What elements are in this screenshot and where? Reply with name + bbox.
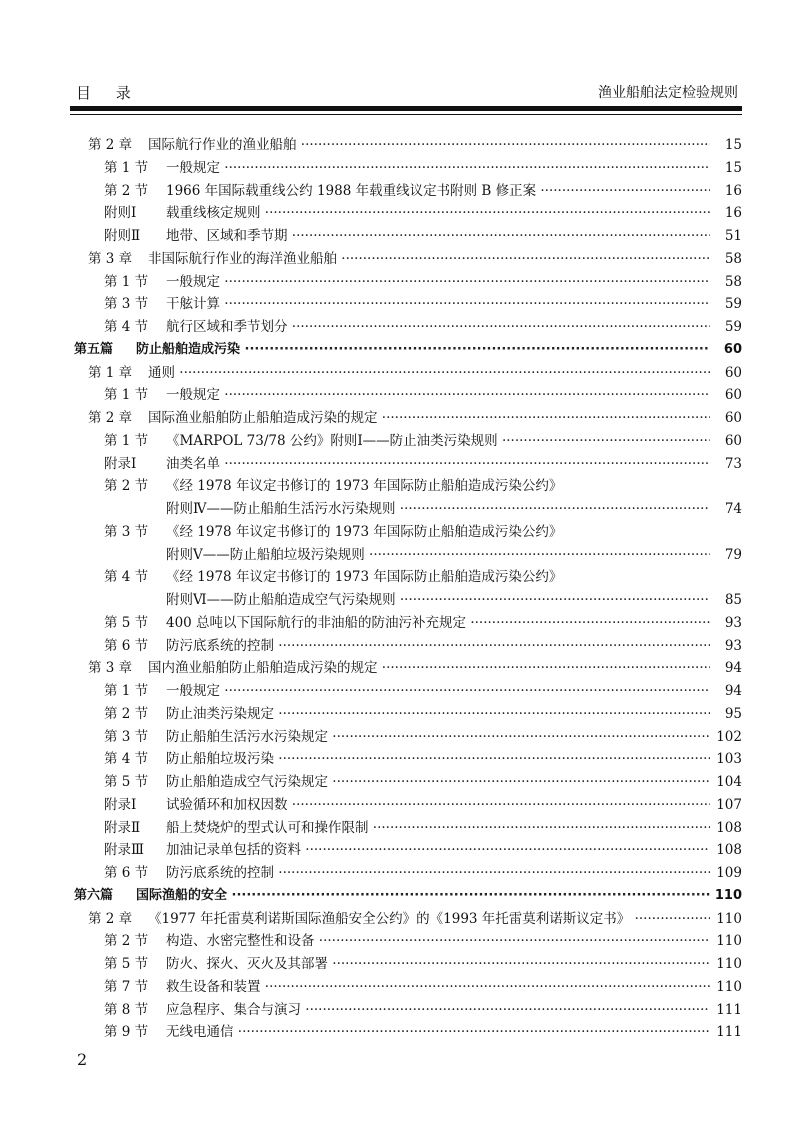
toc-entry-page: 58 <box>712 248 742 271</box>
toc-entry-page: 59 <box>712 293 742 316</box>
toc-entry-label: 第 2 章 <box>88 910 133 927</box>
toc-entry[interactable] <box>70 885 742 908</box>
toc-entry[interactable] <box>70 271 742 294</box>
toc-entry-label: 第 2 节 <box>104 182 149 199</box>
toc-entry-label: 第 4 节 <box>104 569 149 586</box>
toc-entry-label: 第 1 节 <box>104 387 149 404</box>
toc-entry[interactable] <box>70 202 742 225</box>
toc-entry-label: 第 3 章 <box>88 250 133 267</box>
toc-entry-title: 航行区域和季节划分 ····· <box>166 316 710 339</box>
toc-entry-page: 15 <box>712 134 742 157</box>
toc-entry[interactable] <box>70 794 742 817</box>
toc-entry-title: 国际渔船的安全 ····· <box>136 885 710 908</box>
toc-entry[interactable] <box>70 680 742 703</box>
toc-entry-title: 1966 年国际载重线公约 1988 年载重线议定书附则 B 修正案 ····· <box>166 180 710 203</box>
header-book-title: 渔业船舶法定检验规则 <box>598 85 738 101</box>
toc-entry-title: 《MARPOL 73/78 公约》附则Ⅰ——防止油类污染规则 ····· <box>166 430 710 453</box>
toc-entry-title: 《经 1978 年议定书修订的 1973 年国际防止船舶造成污染公约》 <box>166 478 563 495</box>
toc-entry-title: 附则Ⅴ——防止船舶垃圾污染规则 ····· <box>166 544 710 567</box>
toc-entry-title: 国内渔业船舶防止船舶造成污染的规定 ····· <box>148 657 710 680</box>
toc-entry[interactable] <box>70 635 742 658</box>
toc-entry-title: 《经 1978 年议定书修订的 1973 年国际防止船舶造成污染公约》 <box>166 523 563 540</box>
toc-entry[interactable] <box>70 999 742 1022</box>
toc-entry-title: 附则Ⅳ——防止船舶生活污水污染规则 ····· <box>166 498 710 521</box>
toc-entry-label: 第 1 节 <box>104 273 149 290</box>
toc-entry[interactable] <box>70 339 742 362</box>
toc-entry[interactable] <box>70 521 742 544</box>
toc-entry-page: 16 <box>712 202 742 225</box>
toc-entry[interactable] <box>70 544 742 567</box>
toc-entry-title: 非国际航行作业的海洋渔业船舶 ····· <box>148 248 710 271</box>
toc-entry-title: 防止船舶生活污水污染规定 ····· <box>166 726 710 749</box>
toc-entry-label: 第 5 节 <box>104 956 149 972</box>
toc-entry-page: 94 <box>712 657 742 680</box>
toc-entry-title: 《经 1978 年议定书修订的 1973 年国际防止船舶造成污染公约》 <box>166 569 563 586</box>
toc-entry[interactable] <box>70 839 742 862</box>
toc-entry-label: 附录Ⅰ <box>104 455 137 472</box>
toc-entry[interactable] <box>70 225 742 248</box>
toc-entry[interactable] <box>70 293 742 316</box>
toc-entry-title: 干舷计算 ····· <box>166 293 710 316</box>
toc-entry-page: 108 <box>712 839 742 862</box>
toc-entry[interactable] <box>70 362 742 385</box>
toc-entry-page: 110 <box>712 976 742 999</box>
toc-entry-label: 第 3 节 <box>104 728 149 745</box>
toc-entry[interactable] <box>70 566 742 589</box>
toc-entry-page: 16 <box>712 180 742 203</box>
toc-entry-page: 110 <box>712 930 742 953</box>
toc-entry-title: 防污底系统的控制 ····· <box>166 862 710 885</box>
toc-entry[interactable] <box>70 908 742 931</box>
toc-entry-title: 构造、水密完整性和设备 ····· <box>166 930 710 953</box>
toc-entry-page: 110 <box>712 908 742 931</box>
toc-entry-page: 93 <box>712 635 742 658</box>
toc-entry[interactable] <box>70 407 742 430</box>
toc-entry[interactable] <box>70 316 742 339</box>
toc-entry[interactable] <box>70 180 742 203</box>
toc-entry-page: 107 <box>712 794 742 817</box>
toc-entry-page: 103 <box>712 748 742 771</box>
toc-entry-label: 第 4 节 <box>104 751 149 768</box>
toc-entry-page: 110 <box>712 953 742 976</box>
toc-entry-page: 110 <box>712 885 742 908</box>
toc-entry-label: 第五篇 <box>74 341 114 357</box>
toc-entry-page: 95 <box>712 703 742 726</box>
toc-entry-title: 附则Ⅵ——防止船舶造成空气污染规则 ····· <box>166 589 710 612</box>
toc-entry-label: 附则Ⅱ <box>104 228 141 244</box>
toc-entry-label: 第 2 节 <box>104 478 149 495</box>
toc-entry-label: 第 8 节 <box>104 1001 149 1018</box>
toc-entry-label: 第 7 节 <box>104 978 149 995</box>
toc-entry-page: 15 <box>712 157 742 180</box>
toc-entry-label: 第 1 节 <box>104 159 149 176</box>
toc-entry-page: 102 <box>712 726 742 749</box>
toc-entry-title: 国际航行作业的渔业船舶 ····· <box>148 134 710 157</box>
toc-entry-page: 108 <box>712 817 742 840</box>
toc-entry-title: 防止船舶垃圾污染 ····· <box>166 748 710 771</box>
toc-entry-title: 载重线核定规则 ····· <box>166 202 710 225</box>
toc-entry[interactable] <box>70 430 742 453</box>
page-number: 2 <box>77 1050 88 1069</box>
toc-entry-label: 第 1 章 <box>88 364 133 381</box>
toc-entry-label: 第 2 节 <box>104 933 149 950</box>
toc-entry[interactable] <box>70 771 742 794</box>
toc-entry-title: 油类名单 ····· <box>166 453 710 476</box>
toc-entry-page: 60 <box>712 384 742 407</box>
toc-entry-page: 51 <box>712 225 742 248</box>
toc-entry-title: 防止油类污染规定 ····· <box>166 703 710 726</box>
toc-entry-label: 第 2 章 <box>88 410 133 426</box>
toc-entry-label: 第 9 节 <box>104 1024 149 1041</box>
toc-entry[interactable] <box>70 703 742 726</box>
toc-entry-label: 第六篇 <box>74 887 114 903</box>
toc-entry-page: 59 <box>712 316 742 339</box>
toc-entry-label: 附录Ⅲ <box>104 842 145 859</box>
toc-entry[interactable] <box>70 248 742 271</box>
header-contents-label: 目 录 <box>76 84 141 102</box>
toc-entry-label: 第 5 节 <box>104 614 149 631</box>
toc-entry-label: 附录Ⅱ <box>104 819 141 836</box>
toc-entry-title: 无线电通信 ····· <box>166 1021 710 1044</box>
toc-entry-page: 60 <box>712 407 742 430</box>
toc-entry-title: 防火、探火、灭火及其部署 ····· <box>166 953 710 976</box>
toc-entry-page: 85 <box>712 589 742 612</box>
toc-entry-label: 第 4 节 <box>104 319 149 335</box>
toc-entry-label: 第 6 节 <box>104 637 149 654</box>
toc-entry-title: 《1977 年托雷莫利诺斯国际渔船安全公约》的《1993 年托雷莫利诺斯议定书》 ····· <box>148 908 710 931</box>
toc-entry[interactable] <box>70 134 742 157</box>
toc-entry-label: 第 3 章 <box>88 660 133 677</box>
toc-entry-title: 400 总吨以下国际航行的非油船的防油污补充规定 ····· <box>166 612 710 635</box>
toc-entry[interactable] <box>70 976 742 999</box>
running-header <box>70 82 742 104</box>
toc-entry-page: 73 <box>712 453 742 476</box>
toc-entry-label: 第 6 节 <box>104 865 149 881</box>
toc-entry-title: 试验循环和加权因数 ····· <box>166 794 710 817</box>
toc-entry-title: 一般规定 ····· <box>166 680 710 703</box>
toc-entry[interactable] <box>70 157 742 180</box>
toc-entry-page: 60 <box>712 430 742 453</box>
toc-entry[interactable] <box>70 589 742 612</box>
toc-entry-title: 一般规定 ····· <box>166 271 710 294</box>
header-rule-thick <box>70 106 742 111</box>
toc-entry-label: 第 1 节 <box>104 432 149 449</box>
toc-entry-label: 第 3 节 <box>104 523 149 540</box>
toc-entry-title: 防止船舶造成空气污染规定 ····· <box>166 771 710 794</box>
toc-entry-title: 国际渔业船舶防止船舶造成污染的规定 ····· <box>148 407 710 430</box>
toc-entry-label: 第 5 节 <box>104 774 149 790</box>
toc-entry[interactable] <box>70 748 742 771</box>
toc-entry-page: 94 <box>712 680 742 703</box>
toc-entry[interactable] <box>70 657 742 680</box>
toc-entry-label: 第 1 节 <box>104 683 149 699</box>
toc-entry-label: 第 2 章 <box>88 137 133 153</box>
toc-entry-title: 地带、区域和季节期 ····· <box>166 225 710 248</box>
toc-entry[interactable] <box>70 475 742 498</box>
toc-entry-title: 防止船舶造成污染 ····· <box>136 339 710 362</box>
toc-entry-label: 第 3 节 <box>104 296 149 313</box>
toc-entry-title: 一般规定 ····· <box>166 384 710 407</box>
toc-entry[interactable] <box>70 726 742 749</box>
toc-entry-title: 船上焚烧炉的型式认可和操作限制 ····· <box>166 817 710 840</box>
toc-entry-page: 79 <box>712 544 742 567</box>
toc-entry-page: 109 <box>712 862 742 885</box>
toc-entry-title: 防污底系统的控制 ····· <box>166 635 710 658</box>
toc-entry-page: 104 <box>712 771 742 794</box>
toc-entry[interactable] <box>70 930 742 953</box>
header-rule-thin <box>70 114 742 115</box>
toc-entry-title: 加油记录单包括的资料 ····· <box>166 839 710 862</box>
table-of-contents <box>70 134 742 1044</box>
toc-entry-page: 74 <box>712 498 742 521</box>
toc-entry-page: 93 <box>712 612 742 635</box>
toc-entry[interactable] <box>70 1021 742 1044</box>
toc-entry-page: 60 <box>712 339 742 362</box>
toc-entry[interactable] <box>70 498 742 521</box>
toc-entry-title: 通则 ····· <box>148 362 710 385</box>
toc-entry[interactable] <box>70 453 742 476</box>
toc-entry-page: 111 <box>712 999 742 1022</box>
toc-entry[interactable] <box>70 862 742 885</box>
toc-entry-page: 111 <box>712 1021 742 1044</box>
toc-entry[interactable] <box>70 612 742 635</box>
toc-entry[interactable] <box>70 953 742 976</box>
toc-entry-label: 第 2 节 <box>104 705 149 722</box>
toc-entry-title: 应急程序、集合与演习 ····· <box>166 999 710 1022</box>
toc-entry-title: 一般规定 ····· <box>166 157 710 180</box>
toc-entry-label: 附则Ⅰ <box>104 205 137 222</box>
toc-entry-title: 救生设备和装置 ····· <box>166 976 710 999</box>
toc-entry-page: 58 <box>712 271 742 294</box>
toc-entry-page: 60 <box>712 362 742 385</box>
toc-entry-label: 附录Ⅰ <box>104 796 137 813</box>
toc-entry[interactable] <box>70 817 742 840</box>
toc-entry[interactable] <box>70 384 742 407</box>
